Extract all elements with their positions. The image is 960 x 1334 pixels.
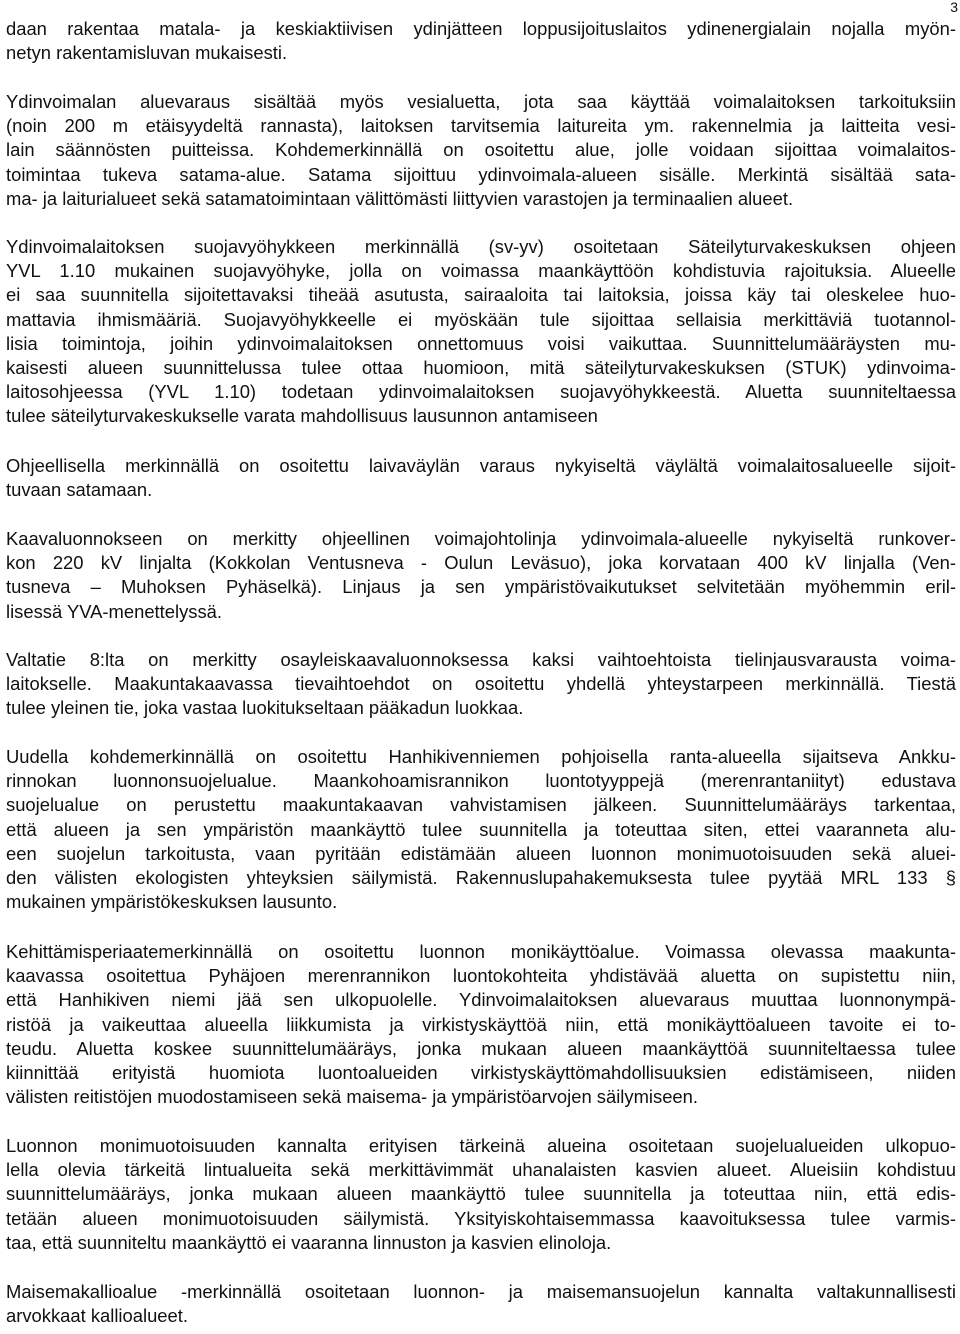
paragraph [6, 454, 956, 502]
paragraph [6, 17, 956, 65]
text-line: rinnokan luonnonsuojelualue. Maankohoamisrannikon luontotyyppejä (merenrantaniityt) edustava [6, 770, 956, 792]
text-line: mattavia ihmismääriä. Suojavyöhykkeelle ei myöskään tule sijoittaa sellaisia merkittäviä tuotannol- [6, 308, 956, 330]
text-line: että Hanhikiven niemi jää sen ulkopuolelle. Ydinvoimalaitoksen aluevaraus muuttaa luonnonympä- [6, 989, 956, 1011]
page-number: 3 [950, 0, 958, 15]
text-line: lisessä YVA-menettelyssä. [6, 600, 223, 622]
paragraph [6, 90, 956, 211]
text-line: tulee yleinen tie, joka vastaa luokitukseltaan pääkadun luokkaa. [6, 697, 524, 719]
text-line: Valtatie 8:lta on merkitty osayleiskaavaluonnoksessa kaksi vaihtoehtoista tielinjausvarausta voima- [6, 649, 956, 670]
text-line: kaisesti alueen suunnittelussa tulee ottaa huomioon, mitä säteilyturvakeskuksen (STUK) ydinvoima- [6, 356, 956, 378]
paragraph [6, 527, 956, 624]
text-line: tuvaan satamaan. [6, 479, 153, 501]
paragraph [6, 745, 956, 914]
text-line: ristöä ja vaikeuttaa alueella liikkumista ja virkistyskäyttöä niin, että monikäyttöalueen tavoite ei to- [6, 1013, 956, 1035]
text-line: mukainen ympäristökeskuksen lausunto. [6, 891, 338, 913]
text-line: ei saa suunnitella sijoitettavaksi tiheää asutusta, sairaaloita tai laitoksia, joissa käy tai oleskelee huo- [6, 284, 956, 306]
text-line: kiinnittää erityistä huomiota luontoalueiden virkistyskäyttömahdollisuuksien edistämiseen, niiden [6, 1061, 956, 1083]
text-line: laitokselle. Maakuntakaavassa tievaihtoehdot on osoitettu yhdellä yhteystarpeen merkinnällä. Tiestä [6, 673, 956, 695]
text-line: toimintaa tukeva satama-alue. Satama sijoittuu ydinvoimala-alueen sisälle. Merkintä sisältää sata- [6, 163, 956, 185]
text-line: Kaavaluonnokseen on merkitty ohjeellinen voimajohtolinja ydinvoimala-alueelle nykyiseltä runkover- [6, 528, 956, 549]
text-line: laitosohjeessa (YVL 1.10) todetaan ydinvoimalaitoksen suojavyöhykkeestä. Aluetta suunniteltaessa [6, 381, 956, 403]
paragraph [6, 940, 956, 1109]
text-line: tulee säteilyturvakeskukselle varata mahdollisuus lausunnon antamiseen [6, 405, 598, 427]
text-line: ma- ja laiturialueet sekä satamatoimintaan välittömästi liittyvien varastojen ja terminaalien alueet. [6, 187, 794, 209]
text-line: lella olevia tärkeitä lintualueita sekä merkittävimmät uhanalaisten kasvien alueet. Alueisiin kohdistuu [6, 1159, 956, 1181]
text-line: lisia toimintoja, joihin ydinvoimalaitoksen onnettomuus voisi vaikuttaa. Suunnittelumääräysten mu- [6, 332, 956, 354]
text-line: Uudella kohdemerkinnällä on osoitettu Hanhikivenniemen pohjoisella ranta-alueella sijaitseva Ankku- [6, 746, 956, 767]
paragraph [6, 235, 956, 429]
text-line: taa, että suunniteltu maankäyttö ei vaaranna linnuston ja kasvien elinoloja. [6, 1231, 612, 1253]
text-line: välisten reitistöjen muodostamiseen sekä maisema- ja ympäristöarvojen säilymiseen. [6, 1086, 698, 1108]
text-line: Kehittämisperiaatemerkinnällä on osoitettu luonnon monikäyttöalue. Voimassa olevassa maakunta- [6, 941, 956, 962]
text-line: suunnittelumääräys, jonka mukaan alueen maankäyttö tulee suunnitella ja toteuttaa niin, että edis- [6, 1183, 956, 1205]
paragraph [6, 1134, 956, 1255]
text-line: suojelualue on perustettu maakuntakaavan vahvistamisen jälkeen. Suunnittelumääräys tarkentaa, [6, 794, 956, 816]
text-line: kaavassa osoitettua Pyhäjoen merenrannikon luontokohteita yhdistävää aluetta on supistettu niin, [6, 965, 956, 987]
text-line: YVL 1.10 mukainen suojavyöhyke, jolla on voimassa maankäyttöön kohdistuvia rajoituksia. Alueelle [6, 260, 956, 282]
text-line: tusneva – Muhoksen Pyhäselkä). Linjaus ja sen ympäristövaikutukset selvitetään myöhemmin eril- [6, 576, 956, 598]
text-line: teudu. Aluetta koskee suunnittelumääräys, jonka mukaan alueen maankäyttöä suunniteltaessa tulee [6, 1037, 956, 1059]
text-line: daan rakentaa matala- ja keskiaktiivisen ydinjätteen loppusijoituslaitos ydinenergialain nojalla myön- [6, 18, 956, 39]
text-line: Ydinvoimalaitoksen suojavyöhykkeen merkinnällä (sv-yv) osoitetaan Säteilyturvakeskuksen ohjeen [6, 236, 956, 257]
text-line: tetään alueen monimuotoisuuden säilymistä. Yksityiskohtaisemmassa kaavoituksessa tulee varmis- [6, 1207, 956, 1229]
text-line: arvokkaat kallioalueet. [6, 1305, 188, 1327]
text-line: Maisemakallioalue -merkinnällä osoitetaan luonnon- ja maisemansuojelun kannalta valtakunnallisesti [6, 1281, 956, 1302]
text-line: netyn rakentamisluvan mukaisesti. [6, 42, 288, 64]
text-line: Ydinvoimalan aluevaraus sisältää myös vesialuetta, jota saa käyttää voimalaitoksen tarkoituksiin [6, 91, 956, 112]
text-line: että alueen ja sen ympäristön maankäyttö tulee suunnitella ja toteuttaa siten, ettei vaaranneta alu- [6, 818, 956, 840]
text-line: den välisten ekologisten yhteyksien säilymistä. Rakennuslupahakemuksesta tulee pyytää MRL 133 § [6, 866, 956, 888]
text-line: lain säännösten puitteissa. Kohdemerkinnällä on osoitettu alue, jolle voidaan sijoittaa voimalaitos- [6, 139, 956, 161]
paragraph [6, 1280, 956, 1328]
text-line: Luonnon monimuotoisuuden kannalta erityisen tärkeinä alueina osoitetaan suojelualueiden ulkopuo- [6, 1135, 956, 1156]
text-line: kon 220 kV linjalta (Kokkolan Ventusneva - Oulun Leväsuo), joka korvataan 400 kV linjalla (Ven- [6, 552, 956, 574]
text-line: (noin 200 m etäisyydeltä rannasta), laitoksen tarvitsemia laitureita ym. rakennelmia ja laitteita vesi- [6, 115, 956, 137]
text-line: een suojelun tarkoitusta, vaan pyritään edistämään alueen luonnon monimuotoisuuden sekä aluei- [6, 842, 956, 864]
text-line: Ohjeellisella merkinnällä on osoitettu laivaväylän varaus nykyiseltä väylältä voimalaitosalueelle sijoit- [6, 455, 956, 476]
paragraph [6, 648, 956, 721]
